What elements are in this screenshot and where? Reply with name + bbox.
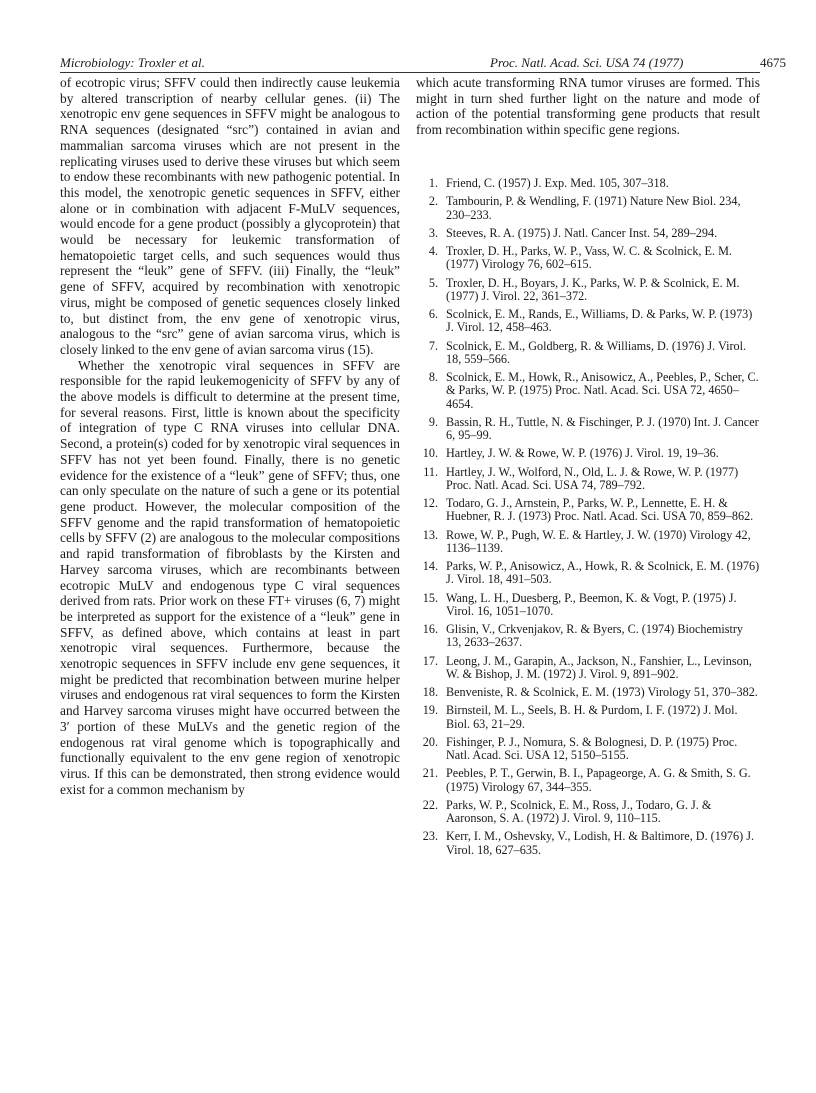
reference-text: Kerr, I. M., Oshevsky, V., Lodish, H. & Baltimore, D. (1976) J. Virol. 18, 627–635. <box>446 829 755 857</box>
reference-text: Friend, C. (1957) J. Exp. Med. 105, 307–318. <box>446 176 669 190</box>
reference-number: 11. <box>423 464 438 479</box>
reference-item <box>416 447 760 460</box>
reference-item <box>416 767 760 793</box>
reference-number: 15. <box>422 590 438 605</box>
reference-item <box>416 227 760 240</box>
reference-item <box>416 686 760 699</box>
reference-item <box>416 830 760 856</box>
reference-number: 16. <box>422 622 438 637</box>
reference-item <box>416 799 760 825</box>
reference-text: Birnsteil, M. L., Seels, B. H. & Purdom, I. F. (1972) J. Mol. Biol. 63, 21–29. <box>446 703 738 731</box>
reference-number: 6. <box>428 307 438 322</box>
page-number: 4675 <box>760 55 786 70</box>
reference-text: Rowe, W. P., Pugh, W. E. & Hartley, J. W. (1970) Virology 42, 1136–1139. <box>446 527 751 555</box>
reference-text: Scolnick, E. M., Rands, E., Williams, D. & Parks, W. P. (1973) J. Virol. 12, 458–463. <box>446 307 753 335</box>
running-header-left: Microbiology: Troxler et al. <box>60 55 205 70</box>
reference-item <box>416 195 760 221</box>
reference-number: 3. <box>428 225 438 240</box>
reference-item <box>416 704 760 730</box>
reference-number: 1. <box>428 176 438 190</box>
reference-item <box>416 277 760 303</box>
reference-number: 13. <box>422 527 438 542</box>
reference-number: 7. <box>428 338 438 353</box>
reference-list <box>416 177 760 862</box>
header-rule <box>60 72 760 73</box>
reference-text: Steeves, R. A. (1975) J. Natl. Cancer Inst. 54, 289–294. <box>446 225 718 240</box>
reference-text: Leong, J. M., Garapin, A., Jackson, N., Fanshier, L., Levinson, W. & Bishop, J. M. (1972) J. Virol. 9, 891–902. <box>446 653 752 681</box>
reference-number: 19. <box>422 703 438 718</box>
reference-item <box>416 177 760 190</box>
reference-text: Peebles, P. T., Gerwin, B. I., Papageorge, A. G. & Smith, S. G. (1975) Virology 67, 344–355. <box>446 766 751 794</box>
reference-text: Tambourin, P. & Wendling, F. (1971) Nature New Biol. 234, 230–233. <box>446 194 741 222</box>
reference-number: 17. <box>422 653 438 668</box>
reference-number: 14. <box>422 559 438 574</box>
reference-number: 22. <box>422 797 438 812</box>
paragraph: which acute transforming RNA tumor viruses are formed. This might in turn shed further light on the nature and mode of action of the potential transforming gene products that result from recombination within specific gene regions. <box>416 75 760 138</box>
left-column <box>60 75 400 797</box>
paragraph: of ecotropic virus; SFFV could then indirectly cause leukemia by altered transcription of nearby cellular genes. (ii) The xenotropic env gene sequences in SFFV might be analogous to RNA sequences (designated “src”) contained in avian and mammalian sarcoma viruses which are not present in the replicating viruses used to derive these viruses but which seem to endow these recombinants with new pathogenic potential. In this model, the xenotropic genetic sequences in SFFV, either alone or in combination with adjacent F-MuLV sequences, would encode for a gene product (possibly a glycoprotein) that would be necessary for leukemic transformation of hematopoietic target cells, and such sequences would thus represent the “leuk” gene of SFFV. (iii) Finally, the “leuk” gene of SFFV, acquired by recombination with xenotropic virus, might be composed of genetic sequences closely linked to, but distinct from, the env gene of xenotropic virus, analogous to the “src” gene of avian sarcoma virus, which is closely linked to the env gene of avian sarcoma virus (15). <box>60 75 400 357</box>
reference-text: Scolnick, E. M., Howk, R., Anisowicz, A., Peebles, P., Scher, C. & Parks, W. P. (1975) Proc. Natl. Acad. Sci. USA 72, 4650–4654. <box>446 370 759 411</box>
reference-text: Todaro, G. J., Arnstein, P., Parks, W. P., Lennette, E. H. & Huebner, R. J. (1973) Proc. Natl. Acad. Sci. USA 70, 859–862. <box>446 496 754 524</box>
reference-text: Hartley, J. W., Wolford, N., Old, L. J. & Rowe, W. P. (1977) Proc. Natl. Acad. Sci. USA 74, 789–792. <box>446 464 739 492</box>
reference-item <box>416 466 760 492</box>
reference-number: 10. <box>422 446 438 461</box>
reference-number: 20. <box>422 734 438 749</box>
reference-item <box>416 655 760 681</box>
reference-item <box>416 340 760 366</box>
reference-number: 5. <box>428 275 438 290</box>
reference-text: Bassin, R. H., Tuttle, N. & Fischinger, P. J. (1970) Int. J. Cancer 6, 95–99. <box>446 414 759 442</box>
reference-item <box>416 592 760 618</box>
reference-item <box>416 308 760 334</box>
reference-item <box>416 623 760 649</box>
reference-number: 2. <box>428 194 438 209</box>
reference-text: Scolnick, E. M., Goldberg, R. & Williams, D. (1976) J. Virol. 18, 559–566. <box>446 338 747 366</box>
reference-item <box>416 371 760 411</box>
reference-number: 9. <box>428 414 438 429</box>
reference-number: 18. <box>422 685 438 700</box>
reference-text: Glisin, V., Crkvenjakov, R. & Byers, C. (1974) Biochemistry 13, 2633–2637. <box>446 622 744 650</box>
reference-number: 23. <box>422 829 438 844</box>
reference-number: 4. <box>428 244 438 259</box>
running-header-journal: Proc. Natl. Acad. Sci. USA 74 (1977) <box>490 55 684 70</box>
reference-text: Troxler, D. H., Boyars, J. K., Parks, W. P. & Scolnick, E. M. (1977) J. Virol. 22, 361–372. <box>446 275 740 303</box>
reference-text: Troxler, D. H., Parks, W. P., Vass, W. C. & Scolnick, E. M. (1977) Virology 76, 602–615. <box>446 244 732 272</box>
reference-number: 12. <box>422 496 438 511</box>
reference-item <box>416 245 760 271</box>
reference-item <box>416 560 760 586</box>
reference-item <box>416 736 760 762</box>
reference-text: Wang, L. H., Duesberg, P., Beemon, K. & Vogt, P. (1975) J. Virol. 16, 1051–1070. <box>446 590 737 618</box>
reference-number: 8. <box>428 370 438 385</box>
right-column-text <box>416 75 760 138</box>
paragraph: Whether the xenotropic viral sequences in SFFV are responsible for the rapid leukemogenicity of SFFV by any of the above models is difficult to determine at the present time, for several reasons. First, little is known about the specificity of integration of type C RNA viruses into cellular DNA. Second, a protein(s) coded for by xenotropic viral sequences in SFFV has not yet been found. Finally, there is no genetic evidence for the existence of a “leuk” gene of SFFV; thus, one can only speculate on the nature of such a gene or its potential gene product. However, the molecular composition of the SFFV genome and the rapid transformation of hematopoietic cells by SFFV (2) are analogous to the molecular compositions and rapid transformation of fibroblasts by the Kirsten and Harvey sarcoma viruses, which are recombinants between ecotropic MuLV and endogenous type C viral sequences derived from rats. Prior work on these FT+ viruses (6, 7) might be interpreted as support for the existence of a “leuk” gene in SFFV, as defined above, which contains at least in part xenotropic viral sequences. Furthermore, because the xenotropic sequences in SFFV include env gene sequences, it might be predicted that recombination between murine helper viruses and endogenous rat viral sequences to form the Kirsten and Harvey sarcoma viruses might have occurred between the 3′ portion of these MuLVs and the genetic region of the endogenous rat viral genome which is topographically and functionally equivalent to the env gene region of xenotropic virus. If this can be demonstrated, then strong evidence would exist for a common mechanism by <box>60 357 400 797</box>
reference-item <box>416 416 760 442</box>
reference-text: Hartley, J. W. & Rowe, W. P. (1976) J. Virol. 19, 19–36. <box>446 446 719 461</box>
reference-text: Benveniste, R. & Scolnick, E. M. (1973) Virology 51, 370–382. <box>446 685 758 700</box>
reference-item <box>416 497 760 523</box>
reference-text: Fishinger, P. J., Nomura, S. & Bolognesi, D. P. (1975) Proc. Natl. Acad. Sci. USA 12, 5150–5155. <box>446 734 738 763</box>
reference-number: 21. <box>422 766 438 781</box>
reference-item <box>416 529 760 555</box>
reference-text: Parks, W. P., Scolnick, E. M., Ross, J., Todaro, G. J. & Aaronson, S. A. (1972) J. Virol. 9, 110–115. <box>446 797 712 826</box>
reference-text: Parks, W. P., Anisowicz, A., Howk, R. & Scolnick, E. M. (1976) J. Virol. 18, 491–503. <box>446 559 760 587</box>
